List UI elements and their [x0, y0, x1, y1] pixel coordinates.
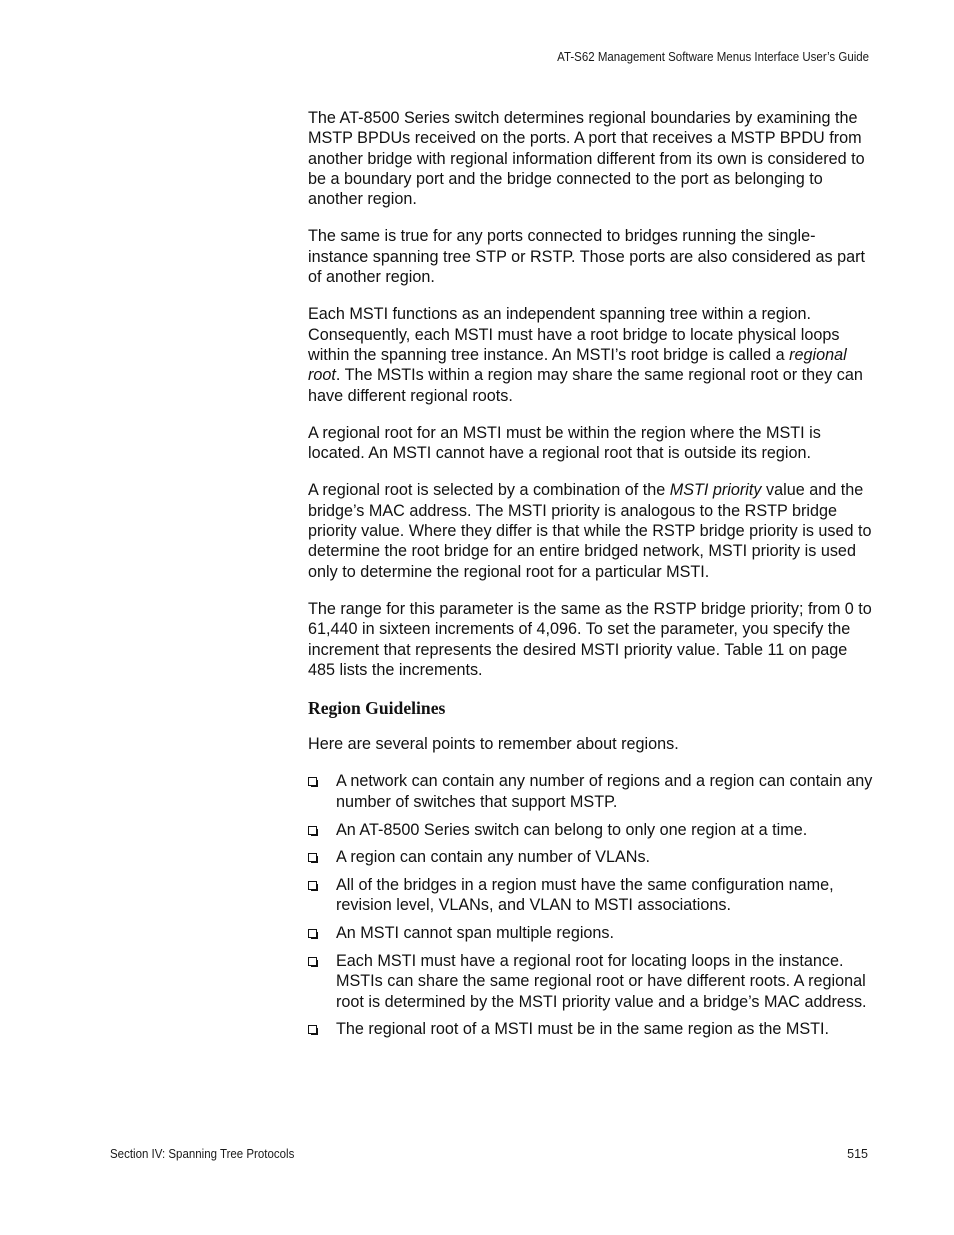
paragraph-msti-priority	[308, 480, 874, 581]
paragraph-root-location: A regional root for an MSTI must be within the region where the MSTI is located. An MSTI cannot have a regional root that is outside its region.	[308, 423, 821, 463]
checkbox-bullet-icon	[308, 881, 317, 890]
list-item-text: Each MSTI must have a regional root for locating loops in the instance. MSTIs can share the same regional root or have different roots. A regional root is determined by the MSTI priority value and a bridge’s MAC address.	[336, 952, 867, 1011]
list-item	[308, 771, 874, 812]
paragraph-intro: Here are several points to remember about regions.	[308, 735, 679, 754]
list-item-text: All of the bridges in a region must have the same configuration name, revision level, VLANs, and VLAN to MSTI associations.	[336, 876, 834, 915]
paragraph-single-instance: The same is true for any ports connected to bridges running the single-instance spanning tree STP or RSTP. Those ports are also considered as part of another region.	[308, 227, 865, 287]
checkbox-bullet-icon	[308, 777, 317, 786]
term-msti-priority: MSTI priority	[669, 481, 762, 500]
list-item	[308, 847, 874, 867]
list-item-text: A region can contain any number of VLANs.	[336, 848, 651, 867]
list-item-text: An AT-8500 Series switch can belong to only one region at a time.	[336, 820, 808, 839]
term-regional-root: regional root	[308, 345, 847, 385]
text-run: A regional root is selected by a combination of the	[308, 481, 670, 500]
paragraph-priority-range: The range for this parameter is the same as the RSTP bridge priority; from 0 to 61,440 in sixteen increments of 4,096. To set the parameter, you specify the increment that represents the desired MSTI priority value. Table 11 on page 485 lists the increments.	[308, 599, 872, 679]
footer-section-title: Section IV: Spanning Tree Protocols	[110, 1147, 295, 1161]
checkbox-bullet-icon	[308, 929, 317, 938]
list-item	[308, 951, 874, 1012]
text-run: value and the bridge’s MAC address. The MSTI priority is analogous to the RSTP bridge priority value. Where they differ is that while the RSTP bridge priority is used to determine the root bridge for an entire bridged network, MSTI priority is used only to determine the regional root for a particular MSTI.	[308, 481, 872, 581]
list-item	[308, 1019, 874, 1039]
paragraph-boundaries: The AT-8500 Series switch determines regional boundaries by examining the MSTP BPDUs received on the ports. A port that receives a MSTP BPDU from another bridge with regional information different from its own is considered to be a boundary port and the bridge connected to the port as belonging to another region.	[308, 109, 865, 209]
footer-page-number: 515	[847, 1147, 868, 1161]
guidelines-list	[308, 771, 874, 1039]
list-item	[308, 875, 874, 916]
list-item-text: An MSTI cannot span multiple regions.	[336, 924, 615, 943]
list-item	[308, 820, 874, 840]
list-item-text: A network can contain any number of regions and a region can contain any number of switches that support MSTP.	[336, 772, 873, 811]
text-run: . The MSTIs within a region may share the same regional root or they can have different regional roots.	[308, 366, 863, 405]
list-item-text: The regional root of a MSTI must be in the same region as the MSTI.	[336, 1020, 830, 1039]
running-header: AT-S62 Management Software Menus Interface User’s Guide	[557, 50, 869, 64]
checkbox-bullet-icon	[308, 957, 317, 966]
checkbox-bullet-icon	[308, 853, 317, 862]
page-body	[308, 108, 874, 1047]
checkbox-bullet-icon	[308, 826, 317, 835]
text-run: Each MSTI functions as an independent spanning tree within a region. Consequently, each MSTI must have a root bridge to locate physical loops within the spanning tree instance. An MSTI’s root bridge is called a	[308, 305, 840, 364]
paragraph-regional-root	[308, 304, 874, 405]
checkbox-bullet-icon	[308, 1025, 317, 1034]
section-heading: Region Guidelines	[308, 698, 446, 719]
list-item	[308, 923, 874, 943]
